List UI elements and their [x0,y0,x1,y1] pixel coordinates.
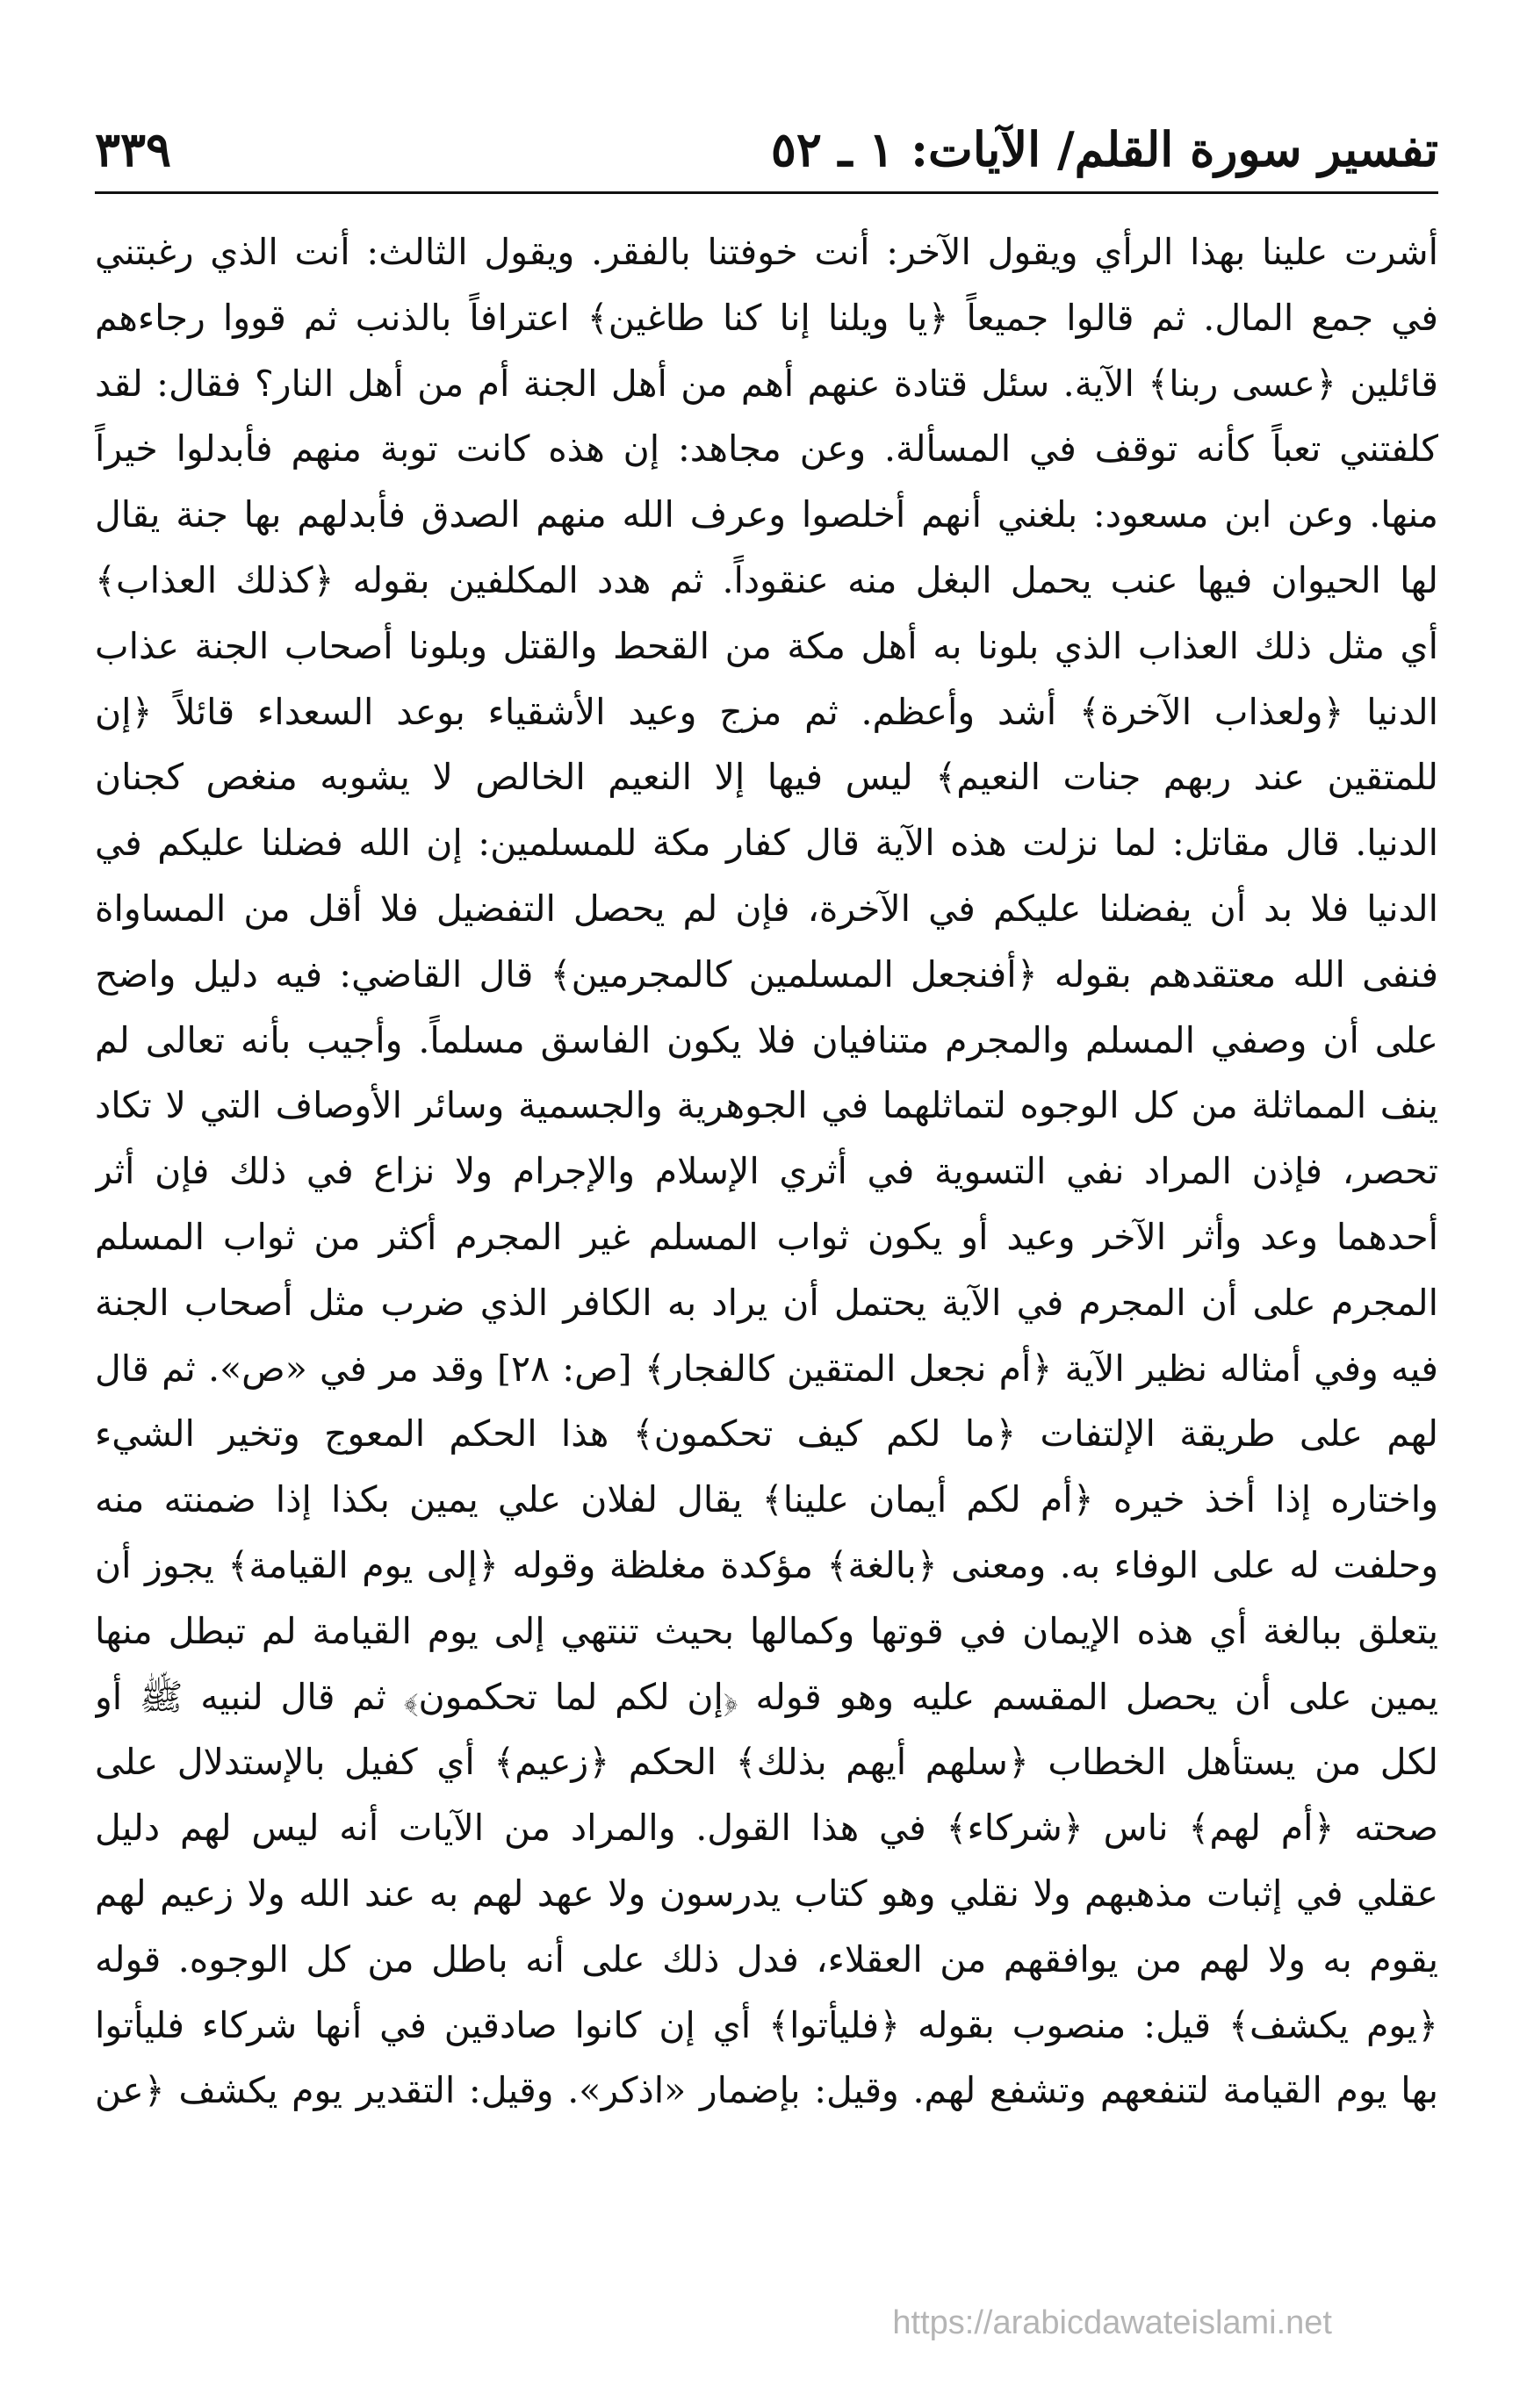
text-line: الدنيا. قال مقاتل: لما نزلت هذه الآية قال كفار مكة للمسلمين: إن الله فضلنا عليكم في [95,822,1438,865]
running-title: تفسير سورة القلم/ الآيات: ١ ـ ٥٢ [770,121,1438,177]
watermark-url: https://arabicdawateislami.net [892,2304,1332,2341]
text-line: لكل من يستأهل الخطاب ﴿سلهم أيهم بذلك﴾ الحكم ﴿زعيم﴾ أي كفيل بالإستدلال على [95,1741,1438,1784]
text-line: تحصر، فإذن المراد نفي التسوية في أثري الإسلام والإجرام ولا نزاع في ذلك فإن أثر [95,1150,1438,1193]
page-header [95,112,1438,191]
text-line: بها يوم القيامة لتنفعهم وتشفع لهم. وقيل: بإضمار «اذكر». وقيل: التقدير يوم يكشف ﴿عن [95,2069,1438,2112]
text-line: على أن وصفي المسلم والمجرم متنافيان فلا يكون الفاسق مسلماً. وأجيب بأنه تعالى لم [95,1018,1438,1061]
text-line: أي مثل ذلك العذاب الذي بلونا به أهل مكة من القحط والقتل وبلونا أصحاب الجنة عذاب [95,624,1438,667]
text-line: أشرت علينا بهذا الرأي ويقول الآخر: أنت خوفتنا بالفقر. ويقول الثالث: أنت الذي رغبتني [95,231,1438,273]
text-line: عقلي في إثبات مذهبهم ولا نقلي وهو كتاب يدرسون ولا عهد لهم به عند الله ولا زعيم لهم [95,1872,1438,1915]
text-line: صحته ﴿أم لهم﴾ ناس ﴿شركاء﴾ في هذا القول. والمراد من الآيات أنه ليس لهم دليل [95,1807,1438,1850]
text-line: أحدهما وعد وأثر الآخر وعيد أو يكون ثواب المسلم غير المجرم أكثر من ثواب المسلم [95,1215,1438,1258]
text-line: فنفى الله معتقدهم بقوله ﴿أفنجعل المسلمين كالمجرمين﴾ قال القاضي: فيه دليل واضح [95,952,1438,996]
text-line: منها. وعن ابن مسعود: بلغني أنهم أخلصوا وعرف الله منهم الصدق فأبدلهم بها جنة يقال [95,493,1438,536]
body-text [95,219,1438,2124]
text-line: للمتقين عند ربهم جنات النعيم﴾ ليس فيها إلا النعيم الخالص لا يشوبه منغص كجنان [95,756,1438,799]
text-line: يمين على أن يحصل المقسم عليه وهو قوله ﴿إن لكم لما تحكمون﴾ ثم قال لنبيه ﷺ أو [95,1675,1438,1718]
text-line: يتعلق ببالغة أي هذه الإيمان في قوتها وكمالها بحيث تنتهي إلى يوم القيامة لم تبطل منها [95,1609,1438,1652]
text-line: في جمع المال. ثم قالوا جميعاً ﴿يا ويلنا إنا كنا طاغين﴾ اعترافاً بالذنب ثم قووا رجاءهم [95,296,1438,339]
header-divider [95,191,1438,194]
text-line: الدنيا فلا بد أن يفضلنا عليكم في الآخرة، فإن لم يحصل التفضيل فلا أقل من المساواة [95,887,1438,930]
text-line: المجرم على أن المجرم في الآية يحتمل أن يراد به الكافر الذي ضرب مثل أصحاب الجنة [95,1281,1438,1324]
text-line: ﴿يوم يكشف﴾ قيل: منصوب بقوله ﴿فليأتوا﴾ أي إن كانوا صادقين في أنها شركاء فليأتوا [95,2003,1438,2046]
text-line: يقوم به ولا لهم من يوافقهم من العقلاء، فدل ذلك على أنه باطل من كل الوجوه. قوله [95,1937,1438,1980]
text-line: وحلفت له على الوفاء به. ومعنى ﴿بالغة﴾ مؤكدة مغلظة وقوله ﴿إلى يوم القيامة﴾ يجوز أن [95,1543,1438,1586]
page-number: ٣٣٩ [95,121,172,177]
text-line: فيه وفي أمثاله نظير الآية ﴿أم نجعل المتقين كالفجار﴾ [ص: ٢٨] وقد مر في «ص». ثم قال [95,1347,1438,1390]
text-line: لها الحيوان فيها عنب يحمل البغل منه عنقوداً. ثم هدد المكلفين بقوله ﴿كذلك العذاب﴾ [95,558,1438,601]
text-line: لهم على طريقة الإلتفات ﴿ما لكم كيف تحكمون﴾ هذا الحكم المعوج وتخير الشيء [95,1412,1438,1456]
text-line: الدنيا ﴿ولعذاب الآخرة﴾ أشد وأعظم. ثم مزج وعيد الأشقياء بوعد السعداء قائلاً ﴿إن [95,690,1438,733]
text-line: قائلين ﴿عسى ربنا﴾ الآية. سئل قتادة عنهم أهم من أهل الجنة أم من أهل النار؟ فقال: لقد [95,362,1438,405]
text-line: ينف المماثلة من كل الوجوه لتماثلهما في الجوهرية والجسمية وسائر الأوصاف التي لا تكاد [95,1084,1438,1127]
text-line: واختاره إذا أخذ خيره ﴿أم لكم أيمان علينا﴾ يقال لفلان علي يمين بكذا إذا ضمنته منه [95,1478,1438,1521]
text-line: كلفتني تعباً كأنه توقف في المسألة. وعن مجاهد: إن هذه كانت توبة منهم فأبدلوا خيراً [95,428,1438,471]
